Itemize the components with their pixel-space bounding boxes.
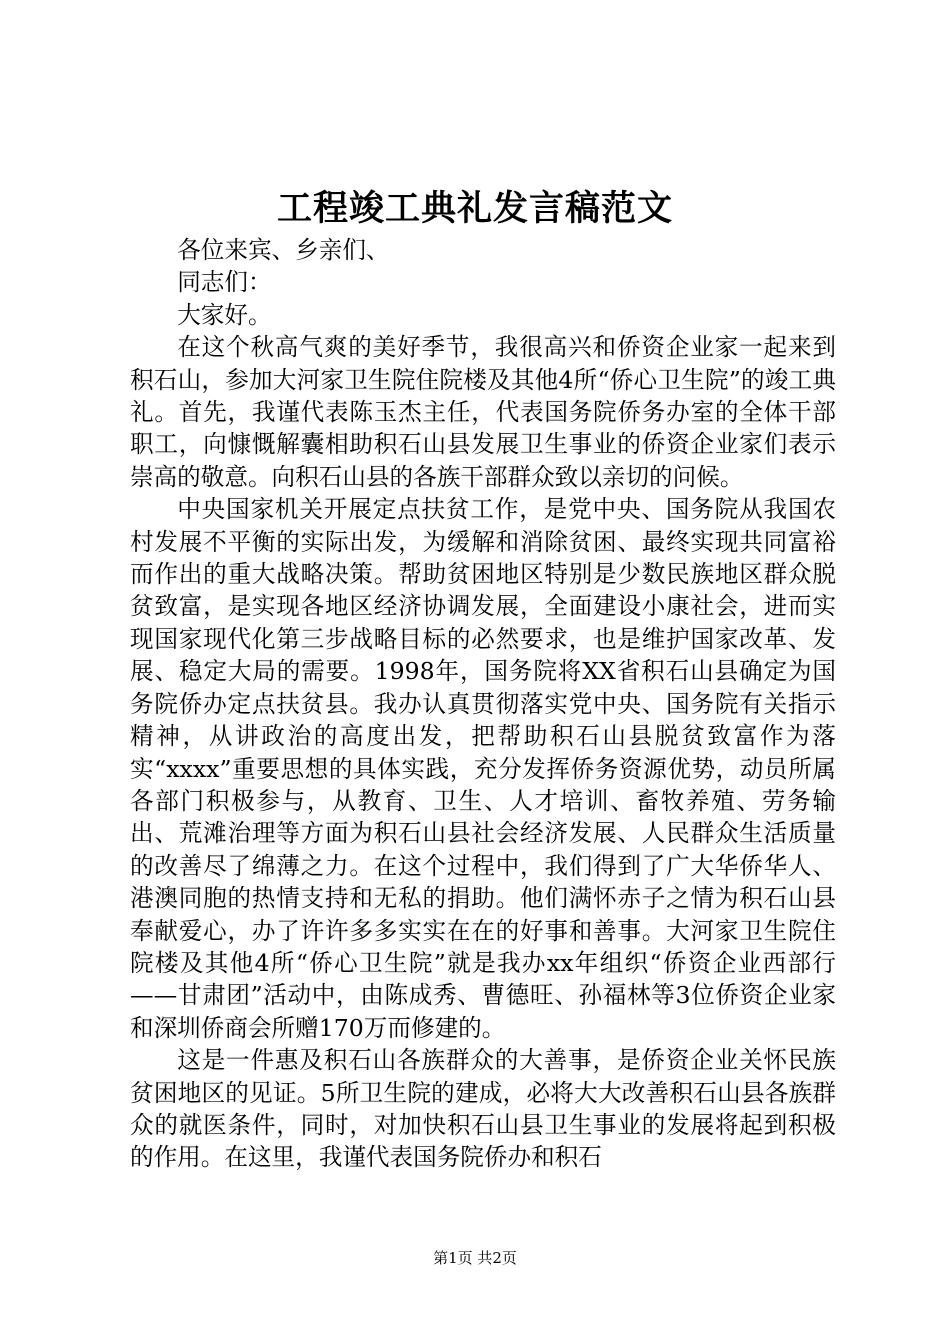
body-paragraph-3: 这是一件惠及积石山各族群众的大善事，是侨资企业关怀民族贫困地区的见证。5所卫生院的建成，必将大大改善积石山县各族群众的就医条件，同时，对加快积石山县卫生事业的发展将起到积极的作用。在这里，我谨代表国务院侨办和积石	[130, 1046, 836, 1172]
document-body	[130, 234, 836, 1174]
body-paragraph-2: 中央国家机关开展定点扶贫工作，是党中央、国务院从我国农村发展不平衡的实际出发，为缓解和消除贫困、最终实现共同富裕而作出的重大战略决策。帮助贫困地区特别是少数民族地区群众脱贫致富，是实现各地区经济协调发展，全面建设小康社会，进而实现国家现代化第三步战略目标的必然要求，也是维护国家改革、发展、稳定大局的需要。1998年，国务院将XX省积石山县确定为国务院侨办定点扶贫县。我办认真贯彻落实党中央、国务院有关指示精神，从讲政治的高度出发，把帮助积石山县脱贫致富作为落实“xxxx”重要思想的具体实践，充分发挥侨务资源优势，动员所属各部门积极参与，从教育、卫生、人才培训、畜牧养殖、劳务输出、荒滩治理等方面为积石山县社会经济发展、人民群众生活质量的改善尽了绵薄之力。在这个过程中，我们得到了广大华侨华人、港澳同胞的热情支持和无私的捐助。他们满怀赤子之情为积石山县奉献爱心，办了许许多多实实在在的好事和善事。大河家卫生院住院楼及其他4所“侨心卫生院”就是我办xx年组织“侨资企业西部行——甘肃团”活动中，由陈成秀、曹德旺、孙福林等3位侨资企业家和深圳侨商会所赠170万而修建的。	[130, 495, 836, 1042]
salutation-line-1: 各位来宾、乡亲们、	[177, 236, 390, 264]
body-paragraph-1: 在这个秋高气爽的美好季节，我很高兴和侨资企业家一起来到积石山，参加大河家卫生院住院楼及其他4所“侨心卫生院”的竣工典礼。首先，我谨代表陈玉杰主任，代表国务院侨务办室的全体干部职工，向慷慨解囊相助积石山县发展卫生事业的侨资企业家们表示崇高的敬意。向积石山县的各族干部群众致以亲切的问候。	[130, 333, 836, 491]
document-title: 工程竣工典礼发言稿范文	[276, 188, 673, 229]
greeting-line: 大家好。	[177, 300, 272, 329]
salutation-line-2: 同志们：	[177, 268, 272, 297]
page-footer: 第1页 共2页	[433, 1249, 517, 1267]
